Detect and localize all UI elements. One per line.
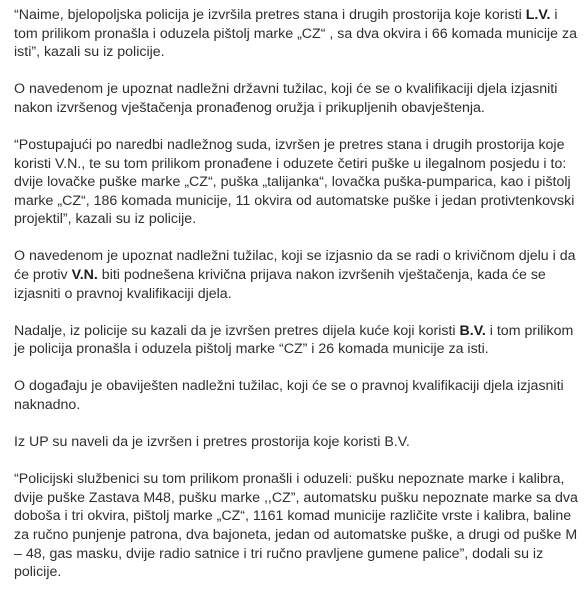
paragraph-1-text-start: “Naime, bjelopoljska policija je izvršila pretres stana i drugih prostorija koje koristi xyxy=(14,7,526,23)
article-body xyxy=(14,6,579,600)
initials-bv: B.V. xyxy=(459,322,486,339)
paragraph-4-text-start: O navedenom je upoznat nadležni tužilac, koji se izjasnio da se radi o krivičnom djelu i da će protiv xyxy=(14,248,576,284)
initials-vn: V.N. xyxy=(71,267,98,284)
paragraph-3: “Postupajući po naredbi nadležnog suda, izvršen je pretres stana i drugih prostorija koje koristi V.N., te su tom prilikom pronađene i oduzete četiri puške u ilegalnom posjedu i to: dvije lovačke puške marke „CZ“, puška „talijanka“, lovačka puška-pumparica, kao i pištolj marke „CZ“, 186 komada municije, 11 okvira od automatske puške i jedan protivtenkovski projektil”, kazali su iz policije. xyxy=(14,136,575,228)
paragraph-5-text-end: i tom prilikom je policija pronašla i oduzela pištolj marke “CZ” i 26 komada municije za isti. xyxy=(14,322,574,358)
paragraph-4-text-end: biti podnešena krivična prijava nakon izvršenih vještačenja, kada će se izjasniti o pravnoj kvalifikaciji djela. xyxy=(14,267,546,302)
paragraph-4 xyxy=(14,247,579,303)
paragraph-5-text-start: Nadalje, iz policije su kazali da je izvršen pretres dijela kuće koji koristi xyxy=(14,322,460,339)
paragraph-1-text-end: i tom prilikom pronašla i oduzela pištolj marke „CZ“ , sa dva okvira i 66 komada municije za isti”, kazali su iz policije. xyxy=(14,7,577,61)
paragraph-8: “Policijski službenici su tom prilikom pronašli i oduzeli: pušku nepoznate marke i kalibra, dvije puške Zastava M48, pušku marke ,,CZ”, automatsku pušku nepoznate marke sa dva doboša i tri okvira, pištolj marke „CZ“, 1161 komad municije različite vrste i kalibra, baline za ručno punjenje patrona, dva bajoneta, jedan od automatske puške, a drugi od puške M – 48, gas masku, dvije radio satnice i tri ručno pravljene gumene palice”, dodali su iz policije. xyxy=(14,471,578,581)
initials-lv: L.V. xyxy=(525,7,551,23)
paragraph-5 xyxy=(14,322,579,359)
paragraph-7: Iz UP su naveli da je izvršen i pretres prostorija koje koristi B.V. xyxy=(14,434,410,451)
paragraph-1 xyxy=(14,6,579,62)
paragraph-2: O navedenom je upoznat nadležni državni tužilac, koji će se o kvalifikaciji djela izjasniti nakon izvršenog vještačenja pronađenog oružja i prikupljenih obavještenja. xyxy=(14,81,558,116)
paragraph-6: O događaju je obaviješten nadležni tužilac, koji će se o pravnoj kvalifikaciji djela izjasniti naknadno. xyxy=(14,378,564,413)
